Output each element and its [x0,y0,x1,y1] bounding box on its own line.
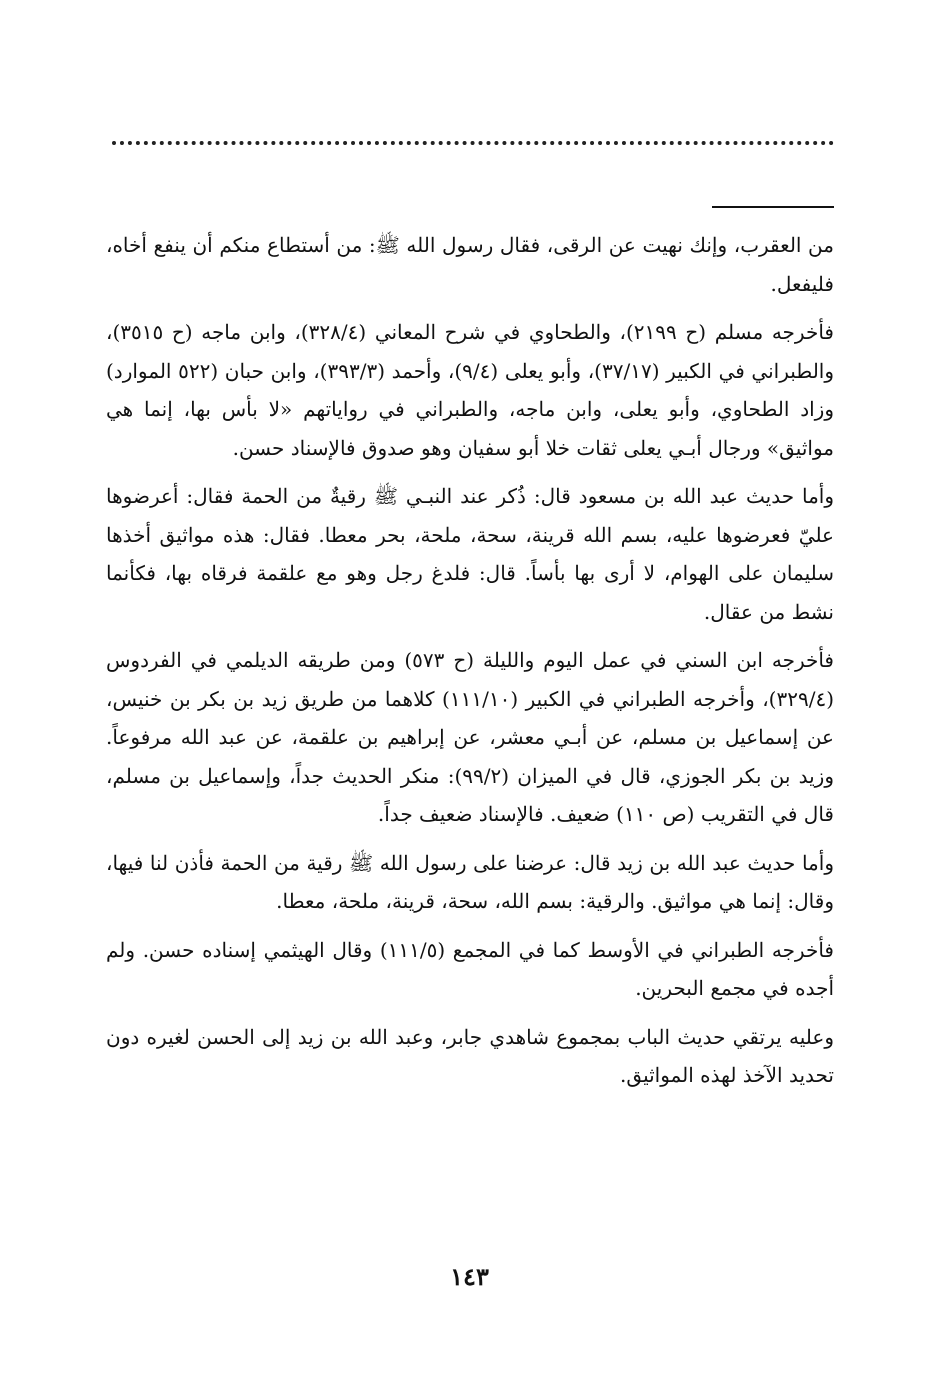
paragraph-2: فأخرجه مسلم (ح ٢١٩٩)، والطحاوي في شرح المعاني (٣٢٨/٤)، وابن ماجه (ح ٣٥١٥)، والطبراني في الكبير (٣٧/١٧)، وأبو يعلى (٩/٤)، وأحمد (٣٩٣/٣)، وابن حبان (٥٢٢ الموارد) وزاد الطحاوي، وأبو يعلى، وابن ماجه، والطبراني في رواياتهم «لا بأس بها، إنما هي مواثيق» ورجال أبـي يعلى ثقات خلا أبو سفيان وهو صدوق فالإسناد حسن. [106,320,835,460]
paragraph-6: فأخرجه الطبراني في الأوسط كما في المجمع (١١١/٥) وقال الهيثمي إسناده حسن. ولم أجده في مجمع البحرين. [106,937,834,1000]
paragraph-4: فأخرجه ابن السني في عمل اليوم والليلة (ح ٥٧٣) ومن طريقه الديلمي في الفردوس (٣٢٩/٤)، وأخرجه الطبراني في الكبير (١١١/١٠) كلاهما من طريق زيد بن بكر بن خنيس، عن إسماعيل بن مسلم، عن أبـي معشر، عن إبراهيم بن علقمة، عن عبد الله مرفوعاً. وزيد بن بكر الجوزي، قال في الميزان (٩٩/٢): منكر الحديث جداً، وإسماعيل بن مسلم، قال في التقريب (ص ١١٠) ضعيف. فالإسناد ضعيف جداً. [106,648,835,826]
paragraph-3: وأما حديث عبد الله بن مسعود قال: ذُكر عند النبـي ﷺ رقيةٌ من الحمة فقال: أعرضوها عليّ فعرضوها عليه، بسم الله قرينة، سحة، ملحة، بحر معطا. فقال: هذه مواثيق أخذها سليمان على الهوام، لا أرى بها بأساً. قال: فلدغ رجل وهو مع علقمة فرقاه بها، فكأنما نشط من عقال. [106,484,834,624]
body-text [106,226,834,1105]
page-number: ١٤٣ [450,1262,489,1291]
paragraph-5: وأما حديث عبد الله بن زيد قال: عرضنا على رسول الله ﷺ رقية من الحمة فأذن لنا فيها، وقال: إنما هي مواثيق. والرقية: بسم الله، سحة، قرينة، ملحة، معطا. [106,850,834,913]
paragraph-1: من العقرب، وإنك نهيت عن الرقى، فقال رسول الله ﷺ: من أستطاع منكم أن ينفع أخاه، فليفعل. [106,233,834,296]
paragraph-7: وعليه يرتقي حديث الباب بمجموع شاهدي جابر، وعبد الله بن زيد إلى الحسن لغيره دون تحديد الآخذ لهذه المواثيق. [106,1024,834,1087]
footnote-rule [712,206,834,208]
dotted-separator [112,141,834,145]
